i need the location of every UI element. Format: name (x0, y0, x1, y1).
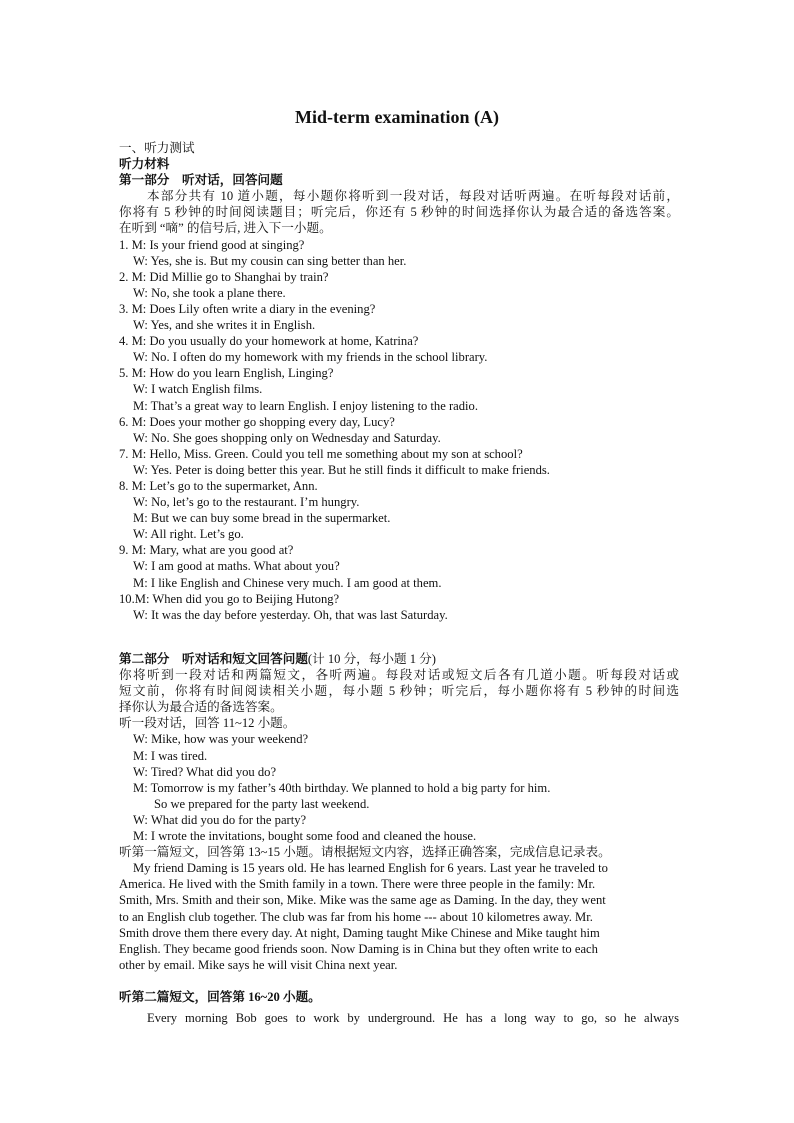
dialogue-line: W: No, she took a plane there. (133, 285, 286, 300)
dialogue-line: 6. M: Does your mother go shopping every day, Lucy? (119, 414, 395, 429)
part2-intro-line: 择你认为最合适的备选答案。 (119, 700, 283, 715)
dialogue-line: M: I wrote the invitations, bought some food and cleaned the house. (133, 829, 477, 844)
part1-intro-line: 本部分共有 10 道小题，每小题你将听到一段对话，每段对话听两遍。在听每段对话前， (147, 189, 679, 204)
dialogue-line: W: Yes, and she writes it in English. (133, 318, 316, 333)
passage1-line: Smith, Mrs. Smith and their son, Mike. Mike was the same age as Daming. In the day, they went (119, 893, 606, 908)
dialogue-line: W: Yes, she is. But my cousin can sing better than her. (133, 253, 407, 268)
part2-heading: 第二部分 听对话和短文回答问题 (119, 652, 308, 666)
passage1-line: Smith drove them there every day. At night, Daming taught Mike Chinese and Mike taught him (119, 925, 600, 940)
dialogue-line: M: I like English and Chinese very much. I am good at them. (133, 575, 442, 590)
part2-intro-line: 短文前，你将有时间阅读相关小题，每小题 5 秒钟；听完后，每小题你将有 5 秒钟的时间选 (119, 684, 679, 699)
dialogue-line: 9. M: Mary, what are you good at? (119, 543, 294, 558)
dialogue-line: W: Yes. Peter is doing better this year. But he still finds it difficult to make friends. (133, 462, 550, 477)
dialogue-line: 5. M: How do you learn English, Linging? (119, 366, 334, 381)
dialogue-line: W: All right. Let’s go. (133, 527, 244, 542)
section-heading: 一、听力测试 (119, 141, 195, 155)
dialogue-line: W: I watch English films. (133, 382, 263, 397)
passage1-line: other by email. Mike says he will visit China next year. (119, 957, 398, 972)
dialogue-line: 10.M: When did you go to Beijing Hutong? (119, 591, 340, 606)
dialogue-line: 4. M: Do you usually do your homework at home, Katrina? (119, 334, 419, 349)
part2-block (119, 651, 679, 973)
part1-intro-line: 在听到 “嘀” 的信号后, 进入下一小题。 (119, 221, 332, 236)
passage2-heading-block (119, 989, 679, 1005)
dialogue-line: 3. M: Does Lily often write a diary in the evening? (119, 301, 376, 316)
dialogue-line: W: Mike, how was your weekend? (133, 732, 309, 747)
passage2-heading: 听第二篇短文，回答第 16~20 小题。 (119, 990, 321, 1004)
dialogue-line: M: I was tired. (133, 748, 208, 763)
dialogue-line: 1. M: Is your friend good at singing? (119, 237, 305, 252)
dialogue-line: W: I am good at maths. What about you? (133, 559, 340, 574)
dialogue-line: W: Tired? What did you do? (133, 764, 277, 779)
passage1-line: America. He lived with the Smith family in a town. There were three people in the family: Mr. (119, 877, 596, 892)
dialogue-line: W: No. I often do my homework with my friends in the school library. (133, 350, 488, 365)
passage1-heading: 听第一篇短文，回答第 13~15 小题。请根据短文内容，选择正确答案，完成信息记录表。 (119, 845, 611, 860)
passage1-line: English. They became good friends soon. Now Daming is in China but they often write to each (119, 941, 598, 956)
part2-heading-note: (计 10 分，每小题 1 分) (307, 652, 436, 666)
dialogue-line: So we prepared for the party last weekend. (154, 796, 370, 811)
dialogue-line: 8. M: Let’s go to the supermarket, Ann. (119, 478, 318, 493)
dialogue-line: W: No. She goes shopping only on Wednesday and Saturday. (133, 430, 441, 445)
passage1-line: My friend Daming is 15 years old. He has learned English for 6 years. Last year he traveled to (133, 861, 608, 876)
materials-heading: 听力材料 (119, 157, 170, 172)
dialogue-line: W: No, let’s go to the restaurant. I’m hungry. (133, 495, 360, 510)
part1-intro-line: 你将有 5 秒钟的时间阅读题目；听完后，你还有 5 秒钟的时间选择你认为最合适的备选答案。 (119, 205, 679, 220)
page-title: Mid-term examination (A) (295, 107, 499, 127)
part1-block (119, 140, 679, 623)
dialogue-line: M: That’s a great way to learn English. I enjoy listening to the radio. (133, 398, 478, 413)
dialogue-line: 2. M: Did Millie go to Shanghai by train? (119, 269, 329, 284)
dialogue-line: M: But we can buy some bread in the supermarket. (133, 511, 391, 526)
part2-heading-line (119, 651, 679, 667)
dialogue-line: M: Tomorrow is my father’s 40th birthday. We planned to hold a big party for him. (133, 780, 551, 795)
passage1-line: to an English club together. The club was far from his home --- about 10 kilometres away. Mr. (119, 909, 593, 924)
part2-intro-line: 你将听到一段对话和两篇短文，各听两遍。每段对话或短文后各有几道小题。听每段对话或 (119, 668, 679, 683)
passage2-block (119, 1010, 679, 1026)
dialogue-heading: 听一段对话，回答 11~12 小题。 (119, 716, 296, 731)
passage2-line: Every morning Bob goes to work by underground. He has a long way to go, so he always (147, 1011, 679, 1025)
dialogue-line: W: It was the day before yesterday. Oh, that was last Saturday. (133, 607, 448, 622)
dialogue-line: 7. M: Hello, Miss. Green. Could you tell me something about my son at school? (119, 446, 523, 461)
dialogue-line: W: What did you do for the party? (133, 812, 307, 827)
part1-heading: 第一部分 听对话，回答问题 (119, 173, 283, 188)
